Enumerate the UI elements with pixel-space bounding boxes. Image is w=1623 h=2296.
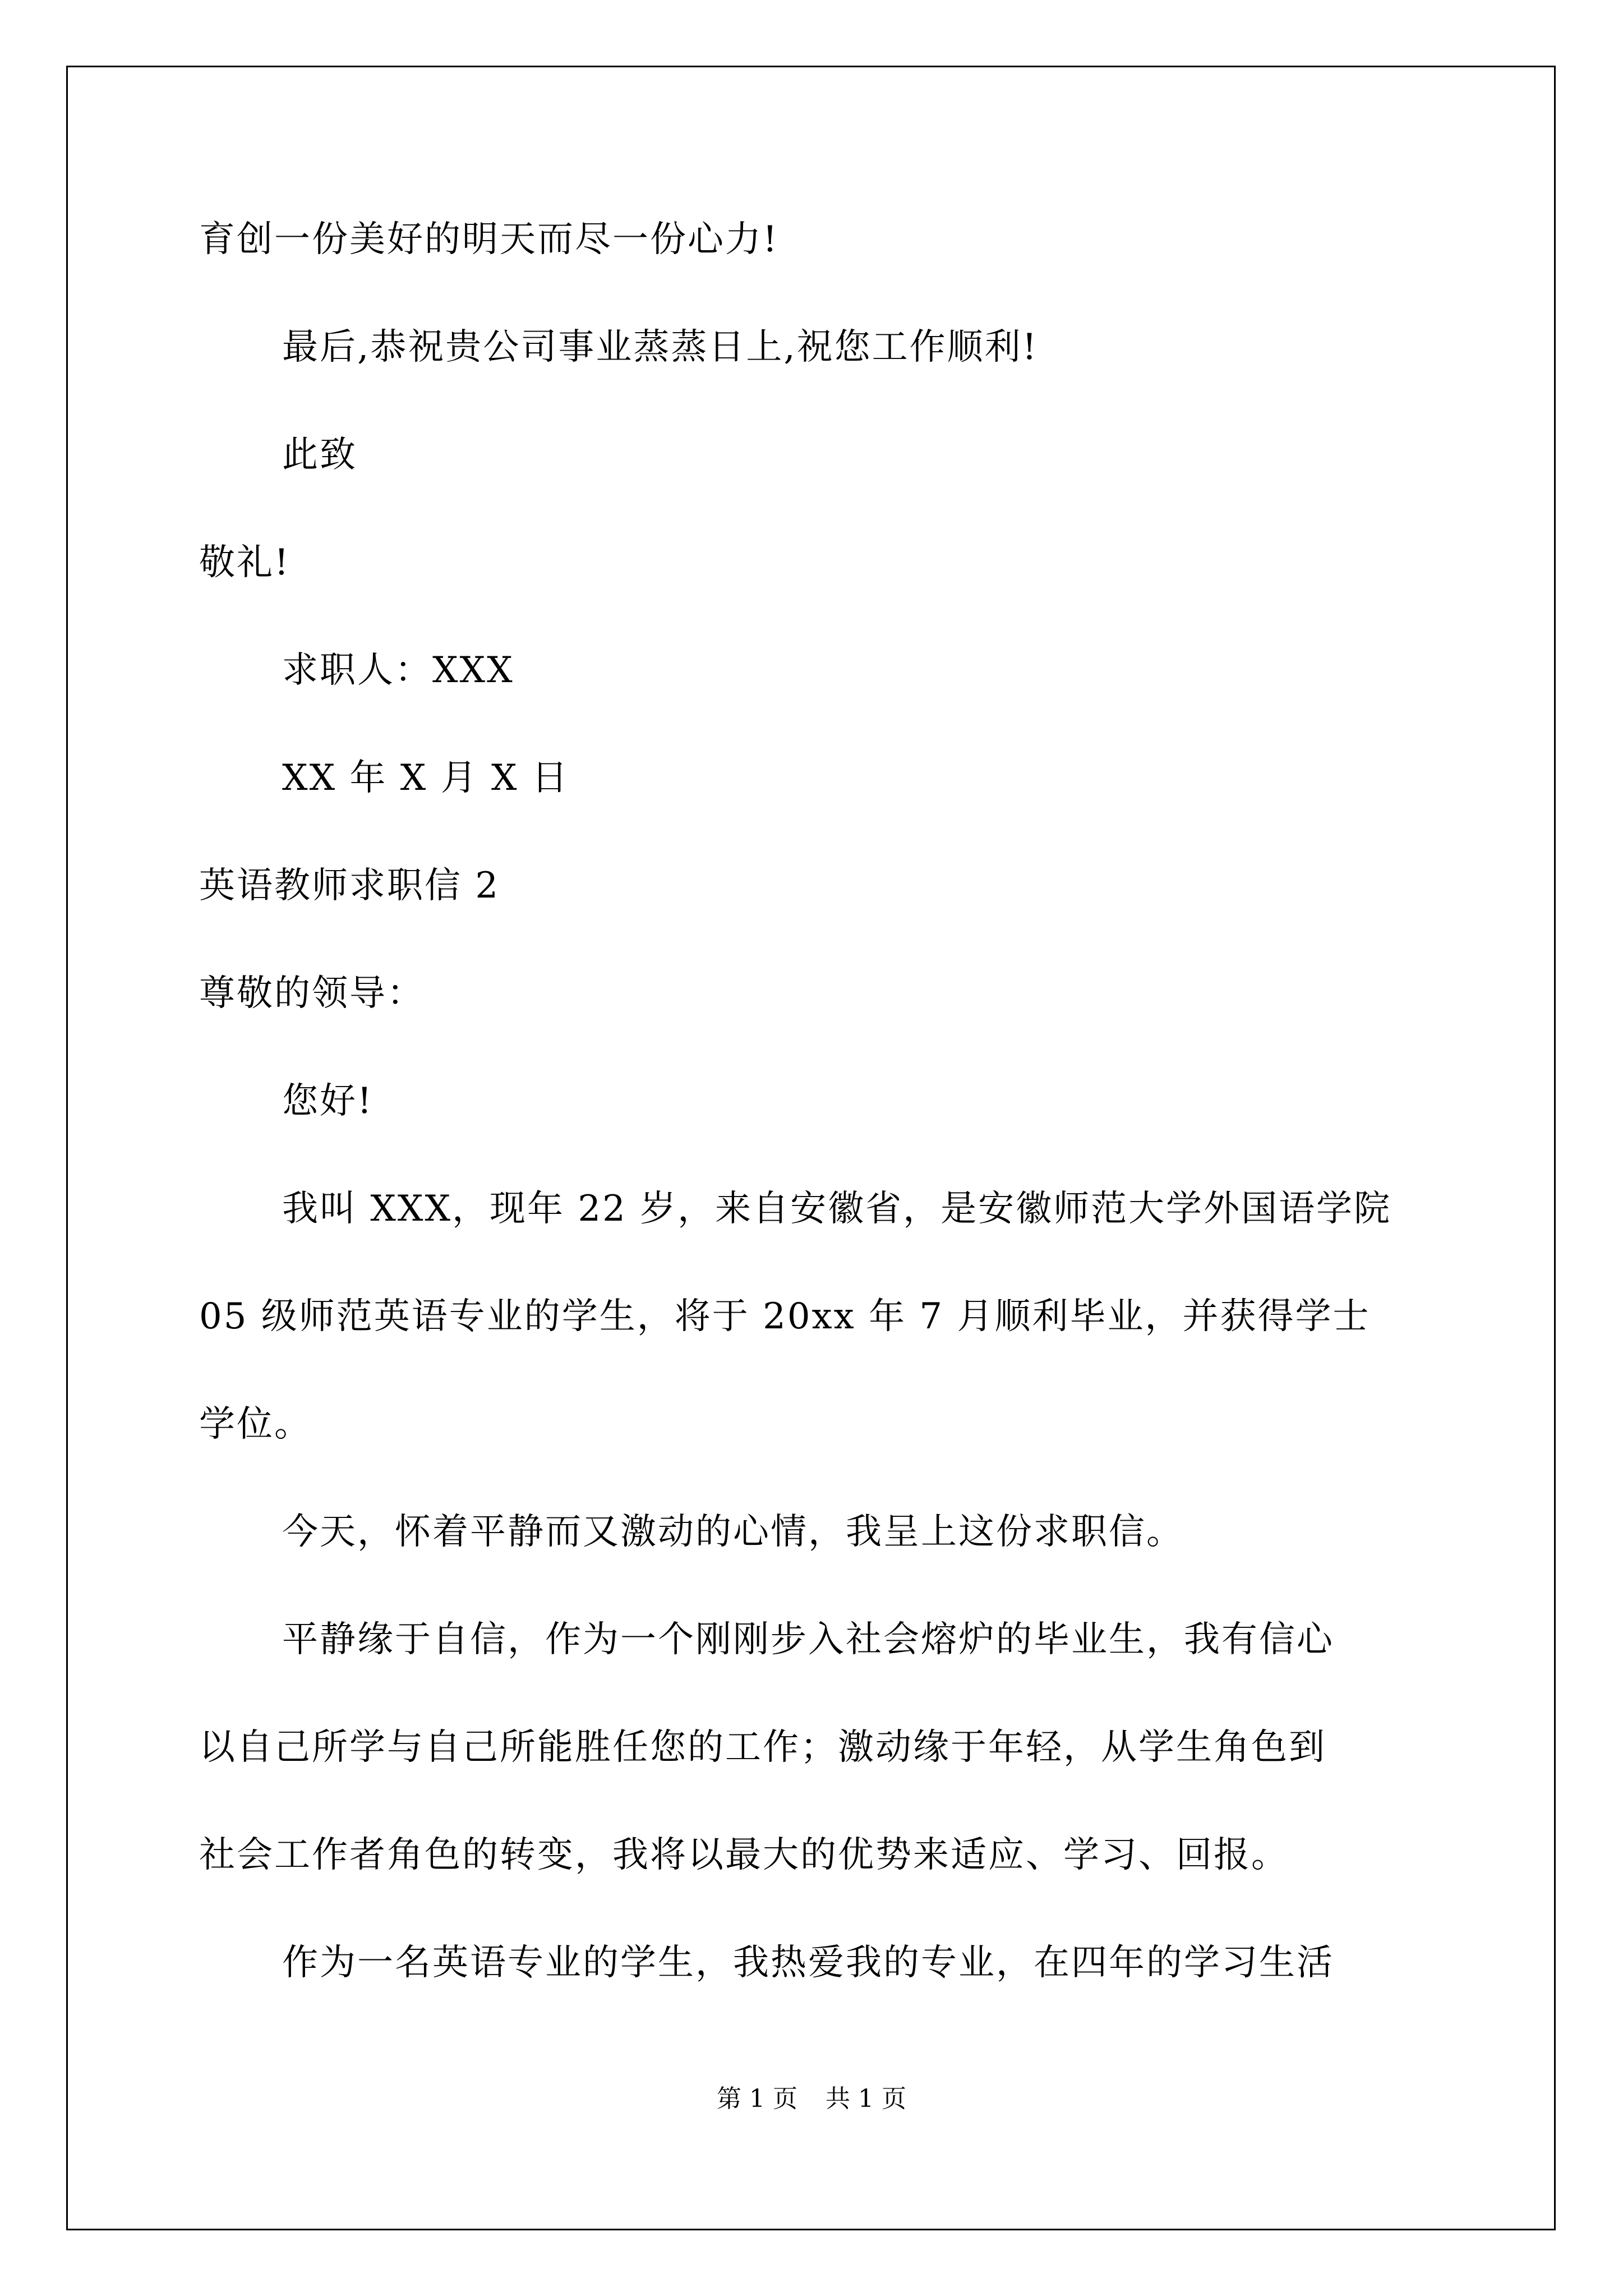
page-total: 共 1 页 (826, 2085, 906, 2113)
page-footer (0, 2087, 1623, 2111)
closing-wish-line: 最后,恭祝贵公司事业蒸蒸日上,祝您工作顺利! (282, 326, 1039, 368)
paragraph-line: 作为一名英语专业的学生，我热爱我的专业，在四年的学习生活 (282, 1942, 1334, 1984)
paragraph-line: 社会工作者角色的转变，我将以最大的优势来适应、学习、回报。 (199, 1834, 1289, 1876)
letter-greeting: 尊敬的领导： (199, 973, 425, 1014)
salutation-regards: 敬礼! (199, 542, 291, 583)
section-heading: 英语教师求职信 2 (199, 865, 500, 907)
document-body (199, 219, 1433, 2053)
letter-hello: 您好! (282, 1080, 374, 1122)
paragraph-line: 育创一份美好的明天而尽一份心力! (199, 219, 779, 260)
applicant-signature: 求职人：XXX (282, 650, 514, 691)
paragraph-line: 学位。 (199, 1404, 312, 1445)
paragraph-line: 以自己所学与自己所能胜任您的工作；激动缘于年轻，从学生角色到 (199, 1727, 1326, 1768)
paragraph-line: 我叫 XXX，现年 22 岁，来自安徽省，是安徽师范大学外国语学院 (282, 1188, 1392, 1230)
paragraph-line: 今天，怀着平静而又激动的心情，我呈上这份求职信。 (282, 1511, 1184, 1553)
paragraph-line: 平静缘于自信，作为一个刚刚步入社会熔炉的毕业生，我有信心 (282, 1619, 1334, 1660)
paragraph-line: 05 级师范英语专业的学生，将于 20xx 年 7 月顺利毕业，并获得学士 (199, 1296, 1371, 1337)
page-number: 第 1 页 (717, 2085, 797, 2113)
salutation-closing: 此致 (282, 434, 357, 476)
letter-date: XX 年 X 月 X 日 (282, 757, 569, 799)
